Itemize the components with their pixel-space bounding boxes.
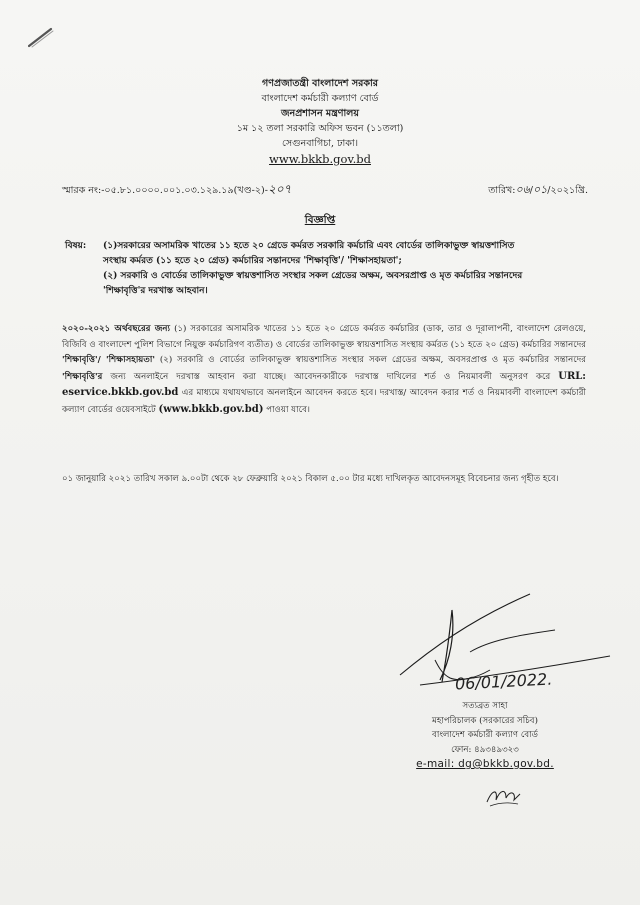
signatory-email-link[interactable]: e-mail: dg@bkkb.gov.bd. (416, 758, 554, 770)
paragraph-text: জন্য অনলাইনে দরখাস্ত আহবান করা যাচ্ছে। আবেদনকারীকে দরখাস্ত দাখিলের শর্ত ও নিয়মাবলী অনুসরণ করে (102, 371, 559, 382)
pen-mark-icon (28, 26, 54, 48)
header-building: ১ম ১২ তলা সরকারি অফিস ভবন (১১তলা) (236, 123, 404, 134)
paragraph-text: পাওয়া যাবে। (263, 404, 310, 415)
subject-label: বিষয়: (65, 241, 87, 251)
header-board: বাংলাদেশ কর্মচারী কল্যাণ বোর্ড (261, 93, 379, 104)
signature-date: 06/01/2022. (454, 669, 553, 694)
initial-mark-icon (484, 784, 524, 810)
header-website-link[interactable]: www.bkkb.gov.bd (269, 152, 371, 166)
fiscal-year-lead: ২০২০-২০২১ অর্থবছরের জন্য (62, 324, 171, 334)
subject-line: (২) সরকারি ও বোর্ডের তালিকাভুক্ত স্বায়ত্তশাসিত সংস্থার সকল গ্রেডের অক্ষম, অবসরপ্রাপ্ত ও মৃত কর্মচারির সন্তানদের (103, 271, 523, 281)
eservice-url-link[interactable]: URL: eservice.bkkb.gov.bd (62, 370, 586, 399)
board-website-link[interactable]: (www.bkkb.gov.bd) (158, 403, 264, 415)
paragraph-deadline: ০১ জানুয়ারি ২০২১ তারিখ সকাল ৯.০০টা থেকে ২৮ ফেব্রুয়ারি ২০২১ বিকাল ৫.০০ টার মধ্যে দাখিলকৃত আবেদনসমূহ বিবেচনার জন্য গৃহীত হবে। (62, 474, 559, 484)
subject-line: সংস্থায় কর্মরত (১১ হতে ২০ গ্রেড) কর্মচারির সন্তানদের 'শিক্ষাবৃত্তি'/ 'শিক্ষাসহায়তা'; (103, 256, 402, 266)
signatory-organization: বাংলাদেশ কর্মচারী কল্যাণ বোর্ড (432, 730, 538, 740)
header-location: সেগুনবাগিচা, ঢাকা। (281, 138, 359, 149)
paragraph-bold: 'শিক্ষাবৃত্তি'/ 'শিক্ষাসহায়তা' (62, 355, 155, 366)
letterhead (0, 76, 640, 167)
header-government: গণপ্রজাতন্ত্রী বাংলাদেশ সরকার (262, 78, 378, 89)
date-year: ২০২১খ্রি. (550, 185, 588, 196)
subject-block (65, 239, 585, 299)
header-ministry: জনপ্রশাসন মন্ত্রণালয় (281, 108, 359, 119)
paragraph-text: (২) সরকারি ও বোর্ডের তালিকাভুক্ত স্বায়ত্তশাসিত সংস্থার সকল গ্রেডের অক্ষম, অবসরপ্রাপ্ত ও মৃত কর্মচারির সন্তানদের (154, 355, 586, 366)
signatory-phone: ফোন: ৪৯৩৪৯৩২৩ (451, 744, 519, 755)
paragraph-text: (১) সরকারের অসামরিক খাতের ১১ হতে ২০ গ্রেডে কর্মরত কর্মচারির (ডাক, তার ও দূরালাপনী, বাংলাদেশ রেলওয়ে, বিজিবি ও বাংলাদেশ পুলিশ বিভাগে নিয়ুক্ত কর্মচারিগণ ব্যতীত) ও বোর্ডের তালিকাভুক্ত স্বায়ত্তশাসিত সংস্থায় কর্মরত (১১ হতে ২০ গ্রেড) কর্মচারির সন্তানদের (62, 324, 586, 350)
reference-row (62, 181, 588, 197)
signatory-block (380, 699, 590, 772)
subject-line: (১)সরকারের অসামরিক খাতের ১১ হতে ২০ গ্রেডে কর্মরত সরকারি কর্মচারি এবং বোর্ডের তালিকাভুক্ত স্বায়ত্তশাসিত (103, 241, 515, 251)
memo-reference-number: ২০৭ (267, 182, 292, 196)
subject-line: 'শিক্ষাবৃত্তি'র দরখাস্ত আহবান। (103, 286, 208, 296)
date-month: ০১ (533, 183, 548, 196)
signatory-name: সত্যব্রত সাহা (462, 701, 508, 711)
signatory-designation: মহাপরিচালক (সরকারের সচিব) (432, 715, 538, 726)
memo-reference (62, 181, 291, 201)
paragraph-main (62, 322, 586, 419)
notice-title: বিজ্ঞপ্তি (304, 214, 336, 226)
date-label: তারিখ: (488, 185, 516, 196)
memo-date: তারিখ:০৬/০১/২০২১খ্রি. (488, 183, 588, 196)
date-day: ০৬ (515, 183, 530, 196)
paragraph-text: এর মাধ্যমে যথাযথভাবে অনলাইনে আবেদন করতে হবে। দরখাস্ত/ আবেদন করার শর্ত ও নিয়মাবলী বাংলাদেশ কর্মচারী কল্যাণ বোর্ডের ওয়েবসাইটে (62, 388, 586, 415)
paragraph-bold: 'শিক্ষাবৃত্তি'র (62, 371, 103, 382)
memo-reference-prefix: স্মারক নং:-০৫.৮১.০০০০.০০১.০৩.১২৯.১৯(খণ্ড-২)- (62, 185, 268, 196)
